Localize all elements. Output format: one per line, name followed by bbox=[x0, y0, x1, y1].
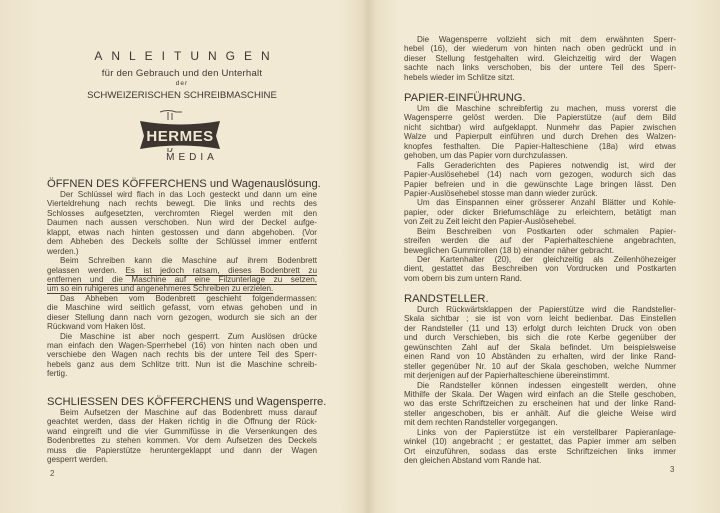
paragraph bbox=[404, 227, 676, 255]
text-line: Vierteldrehung nach rechts bewegt. Die links und rechts des bbox=[47, 199, 317, 209]
section-schliessen bbox=[47, 396, 327, 465]
text-line: verschiebe den Wagen nach rechts bis der untere Teil des Sperr- bbox=[47, 350, 317, 360]
text-line: Walze und Papierpult einführen und durch Drehen des Walzen- bbox=[404, 132, 676, 142]
text-line: Der Schlüssel wird flach in das Loch gesteckt und dann um eine bbox=[60, 190, 317, 199]
text-line: dem Abheben des Deckels sollte der Schlüssel immer entfernt bbox=[47, 237, 317, 247]
text-line bbox=[47, 275, 317, 284]
text-line: dieser Stellung festgehalten wird. Gleichzeitig wird der Wagen bbox=[404, 53, 676, 63]
section-wagensperre bbox=[404, 35, 676, 82]
text-line: der Randsteller (11 und 13) erfolgt durch leichten Druck von oben bbox=[404, 323, 676, 333]
text-line: nicht sichtbar) wird aufgeklappt. Nunmehr das Papier zwischen bbox=[404, 122, 676, 132]
text-line: gewünschten Zahl auf der Skala befindet. Um beispielsweise bbox=[404, 342, 676, 352]
paragraph bbox=[404, 161, 676, 199]
text-line: mit dem rechten Randsteller vorgegangen. bbox=[404, 418, 558, 428]
text-line: gesperrt werden. bbox=[47, 455, 108, 465]
section-heading-caps: RANDSTELLER. bbox=[404, 293, 489, 305]
section-randsteller bbox=[404, 293, 676, 465]
underlined-text: um so ein ruhigeres und angenehmeres Schreiben zu erzielen. bbox=[47, 284, 274, 294]
section-heading-rest: und Wagensperre. bbox=[234, 396, 327, 408]
section-heading bbox=[404, 92, 676, 104]
text-line: fertig. bbox=[47, 369, 68, 379]
section-heading-caps: ÖFFNEN DES KÖFFERCHENS bbox=[47, 178, 207, 190]
paragraph bbox=[47, 294, 317, 332]
section-papier-einfuehrung bbox=[404, 92, 676, 283]
text-line: muss die Papierstütze heruntergeklappt und dann der Wagen bbox=[47, 445, 317, 455]
text-line: Beim Beschreiben von Postkarten oder schmalen Papier- bbox=[417, 226, 676, 236]
section-heading bbox=[404, 293, 676, 305]
text-line: den gleichen Abstand vom Rande hat. bbox=[404, 456, 542, 465]
text-line: Das Abheben vom Bodenbrett geschieht folgendermassen: bbox=[60, 293, 317, 303]
text-line: werden.) bbox=[47, 246, 79, 256]
text-line: knopfes festhalten. Die Papier-Halteschiene (18a) wird etwas bbox=[404, 141, 676, 151]
text-line: sachte nach links verschoben, bis der untere Teil des Sperr- bbox=[404, 63, 676, 73]
paragraph bbox=[47, 190, 317, 256]
document-subtitle: für den Gebrauch und den Unterhalt bbox=[101, 68, 263, 79]
hermes-logo bbox=[138, 110, 222, 152]
paragraph bbox=[404, 35, 676, 82]
page-number-right: 3 bbox=[670, 465, 675, 474]
page-number-left: 2 bbox=[50, 469, 55, 478]
text-line: vom obern bis zum untern Rand. bbox=[404, 273, 522, 283]
text-line: Die Maschine ist aber noch gesperrt. Zum Auslösen drücke bbox=[60, 331, 317, 341]
text-line: hebel (16), der wiederum von hinten nach oben gedrückt und in bbox=[404, 44, 676, 54]
text-line: dient, gestattet das Beschreiben von Vordrucken und Postkarten bbox=[404, 264, 676, 274]
text-line: Die Randsteller können indessen eingestellt werden, ohne bbox=[417, 380, 676, 390]
section-heading-caps: PAPIER-EINFÜHRUNG. bbox=[404, 92, 526, 104]
text-line: wo das erste Schriftzeichen zu erscheinen hat und der linke Rand- bbox=[404, 399, 676, 409]
text-line: Daumen nach aussen verschoben. Nun wird der Deckel aufge- bbox=[47, 218, 317, 228]
text-span: gelassen werden. bbox=[47, 265, 126, 275]
text-line: Papier-Auslösehebel stosse man dann wieder zurück. bbox=[404, 188, 598, 198]
text-line: Papier-Auslösehebel (14) nach vorn gezogen, wodurch sich das bbox=[404, 170, 676, 180]
section-heading bbox=[47, 178, 321, 190]
paragraph bbox=[404, 198, 676, 226]
underlined-text: Es ist jedoch ratsam, dieses Bodenbrett zu bbox=[125, 265, 317, 275]
paragraph bbox=[404, 428, 676, 466]
section-oeffnen bbox=[47, 178, 321, 379]
text-line: Schlosses aufgesetzten, verchromten Riegel werden mit den bbox=[47, 208, 317, 218]
text-line: Beim Aufsetzen der Maschine auf das Bodenbrett muss darauf bbox=[60, 408, 317, 417]
text-line bbox=[47, 266, 317, 275]
text-line: Um das Einspannen einer grösserer Anzahl Blätter und Kohle- bbox=[417, 198, 676, 208]
document-connector: der bbox=[175, 80, 189, 87]
text-line: wand eingreift und die vier Gummifüsse in die Versenkungen des bbox=[47, 426, 317, 436]
text-line: geachtet werden, dass der Haken richtig in die Öffnung der Rück- bbox=[47, 417, 317, 427]
text-line: klappt, etwas nach hinten gestossen und dann abgehoben. (Vor bbox=[47, 227, 317, 237]
paragraph bbox=[47, 408, 317, 465]
text-line: Mithilfe der Skala. Der Wagen wird einfach an die Stelle geschoben, bbox=[404, 389, 676, 399]
text-line: Beim Schreiben kann die Maschine auf ihrem Bodenbrett bbox=[60, 256, 317, 266]
text-line: Die Wagensperre vollzieht sich mit dem erwähnten Sperr- bbox=[417, 35, 676, 44]
text-line: Wagensperre gelöst werden. Die Papierstütze (auf dem Bild bbox=[404, 113, 676, 123]
model-name: MEDIA bbox=[166, 152, 218, 163]
paragraph bbox=[404, 305, 676, 381]
svg-text:HERMES: HERMES bbox=[146, 128, 214, 145]
text-line: mit derjenigen auf der Papierhalteschiene übereinstimmt. bbox=[404, 371, 610, 381]
paragraph bbox=[47, 256, 317, 294]
text-line: Der Kartenhalter (20), der gleichzeitig als Zeilenhöhezeiger bbox=[417, 255, 676, 264]
text-line: die Maschine wird seitlich gefasst, vorn etwas gehoben und in bbox=[47, 303, 317, 313]
section-heading-rest: und Wagenauslösung. bbox=[209, 178, 321, 190]
text-line: von Zeit zu Zeit leicht den Papier-Auslösehebel. bbox=[404, 217, 577, 227]
paragraph bbox=[404, 104, 676, 161]
text-line: papier, oder dicker Briefumschläge zu erleichtern, betätigt man bbox=[404, 207, 676, 217]
text-line: gehoben, um das Papier vorn durchzulassen. bbox=[404, 151, 568, 161]
text-line: dieser Stellung dann nach vorn gezogen, wodurch sie sich an der bbox=[47, 312, 317, 322]
text-line: hebels ganz aus dem Schlitze tritt. Nun ist die Maschine schreib- bbox=[47, 359, 317, 369]
text-line: man einfach den Wagen-Sperrhebel (16) von hinten nach oben und bbox=[47, 341, 317, 350]
text-line: Falls Geraderichten des Papieres notwendig ist, wird der bbox=[417, 160, 676, 170]
text-line: Skala sichtbar ; sie ist von vorn leicht bedienbar. Das Einstellen bbox=[404, 314, 676, 324]
text-line: Um die Maschine schreibfertig zu machen, muss vorerst die bbox=[417, 104, 676, 113]
paragraph bbox=[47, 332, 317, 379]
text-line: Ort einzuführen, sodass das erste Schriftzeichen links immer bbox=[404, 446, 676, 456]
paragraph bbox=[404, 381, 676, 428]
text-line: Rückwand vom Haken löst. bbox=[47, 322, 146, 332]
section-heading bbox=[47, 396, 327, 408]
text-line: steller gegenüber Nr. 10 auf der Skala geschoben, welche Nummer bbox=[404, 361, 676, 371]
paragraph bbox=[404, 255, 676, 283]
document-title: ANLEITUNGEN bbox=[94, 49, 279, 63]
text-line: Papier befreien und in die gewünschte Lage bringen lässt. Den bbox=[404, 179, 676, 189]
text-line: streifen werden die auf der Papierhalteschiene angebrachten, bbox=[404, 236, 676, 246]
text-line: Durch Rückwärtsklappen der Papierstütze wird die Randsteller- bbox=[417, 305, 676, 314]
text-line: und durch Verschieben, bis sich die rote Kerbe gegenüber der bbox=[404, 333, 676, 343]
text-line: beweglichen Gummirollen (18 b) einander näher gebracht. bbox=[404, 245, 615, 255]
text-line: steller angeschoben, bis er anhält. Auf die gleiche Weise wird bbox=[404, 408, 676, 418]
underlined-text: entfernen und die Maschine auf eine Filzunterlage zu setzen, bbox=[47, 274, 317, 284]
text-line: Links von der Papierstütze ist ein verstellbarer Papieranlage- bbox=[417, 427, 676, 437]
text-line: einen Rand von 10 Abständen zu erhalten, wird der linke Rand- bbox=[404, 352, 676, 362]
section-heading-caps: SCHLIESSEN DES KÖFFERCHENS bbox=[47, 396, 232, 408]
text-line bbox=[47, 284, 317, 293]
text-line: hebels wieder im Schlitze sitzt. bbox=[404, 72, 515, 82]
text-line: Bodenbrettes zu stehen kommen. Vor dem Aufsetzen des Deckels bbox=[47, 436, 317, 446]
document-subtitle-machine: SCHWEIZERISCHEN SCHREIBMASCHINE bbox=[87, 90, 277, 101]
text-line: winkel (10) angebracht ; er gestattet, das Papier immer am selben bbox=[404, 437, 676, 447]
